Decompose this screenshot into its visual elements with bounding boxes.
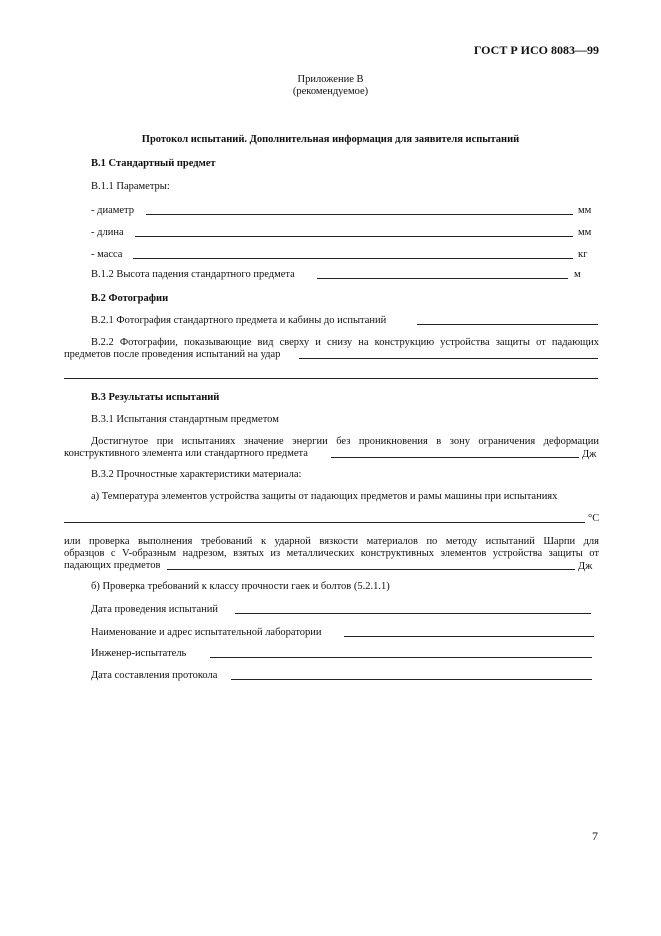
page-number: 7 bbox=[592, 829, 598, 843]
photo-before-fill-line[interactable] bbox=[417, 324, 598, 325]
appendix-title: Приложение В bbox=[297, 74, 364, 85]
document-title: Протокол испытаний. Дополнительная информация для заявителя испытаний bbox=[141, 134, 520, 145]
length-unit: мм bbox=[578, 227, 592, 238]
mass-fill-line[interactable] bbox=[133, 258, 573, 259]
lab-name-label: Наименование и адрес испытательной лаборатории bbox=[91, 627, 322, 638]
drop-height-label: В.1.2 Высота падения стандартного предмета bbox=[91, 269, 295, 280]
standard-number: ГОСТ Р ИСО 8083—99 bbox=[473, 43, 599, 57]
protocol-date-label: Дата составления протокола bbox=[91, 670, 218, 681]
charpy-fill-line[interactable] bbox=[167, 569, 575, 570]
diameter-unit: мм bbox=[578, 205, 592, 216]
energy-fill-line[interactable] bbox=[331, 457, 579, 458]
length-label: - длина bbox=[91, 227, 124, 238]
test-date-label: Дата проведения испытаний bbox=[91, 604, 218, 615]
energy-label-line2: конструктивного элемента или стандартного предмета bbox=[64, 448, 308, 459]
length-fill-line[interactable] bbox=[135, 236, 573, 237]
diameter-fill-line[interactable] bbox=[146, 214, 573, 215]
energy-label-line1: Достигнутое при испытаниях значение энергии без проникновения в зону ограничения деформации bbox=[91, 436, 599, 447]
mass-unit: кг bbox=[578, 249, 588, 260]
temperature-label: а) Температура элементов устройства защиты от падающих предметов и рамы машины при испытаниях bbox=[91, 491, 558, 502]
photo-after-label-line1: В.2.2 Фотографии, показывающие вид сверху и снизу на конструкцию устройства защиты от падающих bbox=[91, 337, 599, 348]
bolts-check-label: б) Проверка требований к классу прочности гаек и болтов (5.2.1.1) bbox=[91, 581, 390, 592]
photo-after-label-line2: предметов после проведения испытаний на удар bbox=[64, 349, 281, 360]
photo-before-label: В.2.1 Фотография стандартного предмета и кабины до испытаний bbox=[91, 315, 387, 326]
photo-after-fill-line-2[interactable] bbox=[64, 378, 598, 379]
temperature-unit: °С bbox=[588, 513, 600, 524]
material-properties-label: В.3.2 Прочностные характеристики материала: bbox=[91, 469, 302, 480]
drop-height-unit: м bbox=[574, 269, 581, 280]
lab-name-fill-line[interactable] bbox=[344, 636, 594, 637]
drop-height-fill-line[interactable] bbox=[317, 278, 568, 279]
temperature-fill-line[interactable] bbox=[64, 522, 585, 523]
charpy-label-line2: образцов с V-образным надрезом, взятых из металлических конструктивных элементов устройства защиты от bbox=[64, 548, 599, 559]
charpy-unit: Дж bbox=[578, 561, 593, 572]
engineer-label: Инженер-испытатель bbox=[91, 648, 187, 659]
mass-label: - масса bbox=[91, 249, 123, 260]
section-b1-heading: В.1 Стандартный предмет bbox=[91, 158, 216, 169]
charpy-label-line3: падающих предметов bbox=[64, 560, 161, 571]
energy-unit: Дж bbox=[582, 449, 597, 460]
diameter-label: - диаметр bbox=[91, 205, 135, 216]
params-label: В.1.1 Параметры: bbox=[91, 181, 170, 192]
protocol-date-fill-line[interactable] bbox=[231, 679, 592, 680]
section-b2-heading: В.2 Фотографии bbox=[91, 293, 169, 304]
charpy-label-line1: или проверка выполнения требований к ударной вязкости материалов по методу испытаний Шарпи для bbox=[64, 536, 599, 547]
section-b3-heading: В.3 Результаты испытаний bbox=[91, 392, 220, 403]
engineer-fill-line[interactable] bbox=[210, 657, 592, 658]
photo-after-fill-line[interactable] bbox=[299, 358, 598, 359]
test-date-fill-line[interactable] bbox=[235, 613, 591, 614]
standard-object-test-label: В.3.1 Испытания стандартным предметом bbox=[91, 414, 279, 425]
appendix-subtitle: (рекомендуемое) bbox=[292, 86, 369, 97]
